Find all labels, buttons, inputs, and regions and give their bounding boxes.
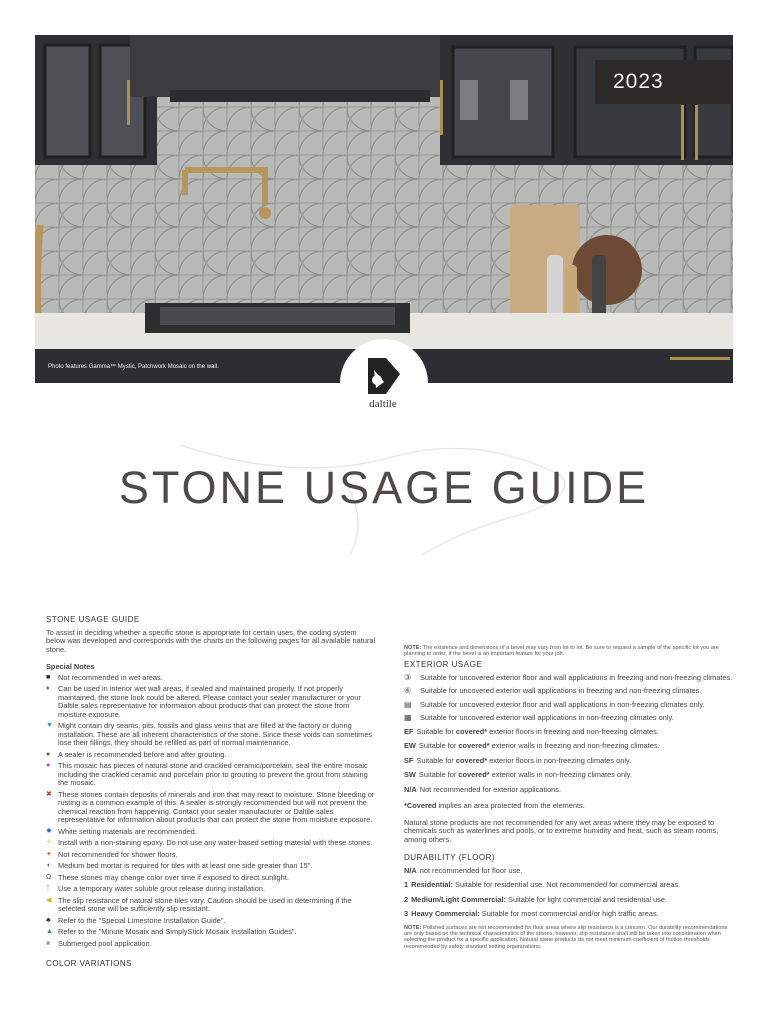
exterior-symbol-icon: ④ xyxy=(404,686,412,696)
exterior-symbols-list xyxy=(404,674,734,723)
durability-label: Residential: xyxy=(411,880,454,890)
durability-row xyxy=(404,867,734,876)
durability-text: Suitable for most commercial and/or high traffic areas. xyxy=(479,909,659,919)
note-text: Install with a non-staining epoxy. Do not use any water-based setting material with these stones. xyxy=(58,838,373,847)
logo-text: daltile xyxy=(369,398,397,410)
exterior-symbol-text: Suitable for uncovered exterior wall applications in non-freezing climates only. xyxy=(420,713,674,723)
durability-code: 3 xyxy=(404,909,409,919)
special-note-row xyxy=(46,762,376,788)
exterior-code-row xyxy=(404,742,734,751)
durability-row xyxy=(404,910,734,919)
durability-code: 2 xyxy=(404,894,409,904)
polished-note-text: Polished surfaces are not recommended for floor areas where slip resistance is a concern. Our durability recommendations are only based on the technical characteristics of the stones, however, slip resistance shall still be taken into consideration when selecting the product for a specific application. Natural stone products do not meet minimum coefficient of friction thresholds recommended by safety standard setting organizations. xyxy=(404,924,728,950)
special-note-row xyxy=(46,791,376,825)
note-symbol-icon: ♦ xyxy=(46,685,50,692)
note-symbol-icon: ● xyxy=(46,750,51,758)
durability-text: Suitable for light commercial and residential use. xyxy=(505,894,668,904)
year-text: 2023 xyxy=(613,70,664,93)
intro-paragraph: To assist in deciding whether a specific stone is appropriate for certain uses, the coding system below was developed and corresponds with the charts on the following pages for all available natural stone. xyxy=(46,627,376,654)
polished-note-label: NOTE: xyxy=(404,924,422,931)
exterior-code-pre: Suitable for xyxy=(418,770,459,780)
exterior-code: SF xyxy=(404,755,414,765)
covered-text: implies an area protected from the elements. xyxy=(436,801,585,811)
durability-text: not recommended for floor use. xyxy=(419,865,523,875)
note-text: This mosaic has pieces of natural stone and crackled ceramic/porcelain, seal the entire mosaic including the crackled ceramic and porcelain prior to grouting to prevent the grout from staining the mosaic. xyxy=(58,761,368,787)
note-symbol-icon: ⨳ xyxy=(46,939,51,947)
durability-label: Heavy Commercial: xyxy=(411,909,480,919)
durability-text: Suitable for residential use. Not recommended for commercial areas. xyxy=(453,880,681,890)
exterior-symbol-row xyxy=(404,701,734,710)
color-variations-heading: COLOR VARIATIONS xyxy=(46,959,132,968)
exterior-code-post: exterior floors in non-freezing climates only. xyxy=(487,755,632,765)
note-symbol-icon: ♣ xyxy=(46,916,51,924)
note-text: Refer to the "Minute Mosaix and SimplyStick Mosaix Installation Guides". xyxy=(58,927,297,936)
special-note-row xyxy=(46,839,376,848)
note-symbol-icon: ✦ xyxy=(46,850,52,858)
exterior-symbol-row xyxy=(404,687,734,696)
exterior-code: EW xyxy=(404,741,416,751)
exterior-code: SW xyxy=(404,770,416,780)
exterior-code-pre: Suitable for xyxy=(416,755,456,765)
note-text: These stones contain deposits of minerals and iron that may react to moisture. Stone bleeding or rusting is a common example of this. A sealer is strongly recommended but will not prevent the chemical reaction from happening. Contact your sealer manufacturer or Daltile sales representative for information about products that can protect the stone from moisture exposure. xyxy=(58,789,375,824)
exterior-symbol-text: Suitable for uncovered exterior floor and wall applications in non-freezing climates only. xyxy=(420,699,705,709)
stone-usage-heading: STONE USAGE GUIDE xyxy=(46,615,140,624)
special-notes-list xyxy=(46,674,376,949)
special-notes-heading: Special Notes xyxy=(46,662,95,671)
exterior-code-bold: covered* xyxy=(455,755,488,765)
special-note-row xyxy=(46,928,376,937)
special-note-row xyxy=(46,874,376,883)
exterior-symbol-icon: ▤ xyxy=(404,699,412,709)
note-text: Submerged pool application. xyxy=(58,938,152,948)
note-symbol-icon: ▼ xyxy=(46,722,53,729)
note-symbol-icon: ✖ xyxy=(46,790,52,798)
exterior-symbol-row xyxy=(404,674,734,683)
note-text: The slip resistance of natural stone tiles vary. Caution should be used in determining if the selected stone will be sufficiently slip resistant. xyxy=(58,895,352,913)
exterior-code-post: exterior walls in non-freezing climates only. xyxy=(489,770,632,780)
note-symbol-icon: ■ xyxy=(46,673,51,681)
bevel-note-text: The existence and dimensions of a bevel may vary from lot to lot. Be sure to request a sample of the specific lot you are planning to order, if the bevel is an important feature for your job. xyxy=(404,645,719,658)
note-text: A sealer is recommended before and after grouting. xyxy=(58,749,227,759)
exterior-symbol-text: Suitable for uncovered exterior wall applications in freezing and non-freezing climates. xyxy=(420,686,702,696)
year-badge xyxy=(595,60,733,104)
special-note-row xyxy=(46,828,376,837)
exterior-code-bold: covered* xyxy=(458,741,490,751)
exterior-code-pre: Suitable for xyxy=(416,726,456,736)
special-note-row xyxy=(46,862,376,871)
exterior-code-row xyxy=(404,728,734,737)
note-symbol-icon: ● xyxy=(46,762,51,769)
note-text: Refer to the "Special Limestone Installation Guide". xyxy=(58,915,226,925)
note-symbol-icon: † xyxy=(46,885,50,892)
note-text: Not recommended in wet areas. xyxy=(58,672,163,682)
note-symbol-icon: ✧ xyxy=(46,839,52,846)
special-note-row xyxy=(46,917,376,926)
note-symbol-icon: Ω xyxy=(46,873,52,881)
exterior-symbol-icon: ▦ xyxy=(404,713,412,723)
exterior-code-bold: covered* xyxy=(458,770,490,780)
exterior-code: EF xyxy=(404,726,414,736)
durability-label: Medium/Light Commercial: xyxy=(411,894,506,904)
exterior-code-row xyxy=(404,771,734,780)
note-symbol-icon: ◀ xyxy=(46,896,52,904)
left-column xyxy=(46,616,376,973)
special-note-row xyxy=(46,897,376,914)
note-text: Medium bed mortar is required for tiles with at least one side greater than 15". xyxy=(58,861,313,870)
special-note-row xyxy=(46,751,376,760)
polished-note xyxy=(404,925,734,950)
note-symbol-icon: ◖ xyxy=(46,862,51,869)
exterior-usage-heading: EXTERIOR USAGE xyxy=(404,660,483,670)
special-note-row xyxy=(46,722,376,748)
special-note-row xyxy=(46,674,376,683)
exterior-code-row xyxy=(404,786,734,795)
wet-areas-paragraph: Natural stone products are not recommended for any wet areas where they may be exposed to chemicals such as waterlines and pools, or to extreme humidity and heat, such as steam rooms, among others. xyxy=(404,817,719,844)
special-note-row xyxy=(46,885,376,894)
durability-heading: DURABILITY (FLOOR) xyxy=(404,853,496,863)
note-symbol-icon: ▲ xyxy=(46,928,53,935)
exterior-codes-list xyxy=(404,728,734,795)
exterior-code-pre: Suitable for xyxy=(418,741,459,751)
bevel-note xyxy=(404,645,734,657)
note-text: Not recommended for shower floors. xyxy=(58,849,178,859)
exterior-code-post: exterior floors in freezing and non-freezing climates. xyxy=(487,726,659,736)
durability-list xyxy=(404,867,734,919)
photo-caption: Photo features Gamma™ Mystic, Patchwork Mosaic on the wall. xyxy=(48,364,219,370)
exterior-symbol-row xyxy=(404,714,734,723)
right-column xyxy=(404,645,734,950)
special-note-row xyxy=(46,940,376,949)
special-note-row xyxy=(46,851,376,860)
covered-note xyxy=(404,802,734,811)
note-text: These stones may change color over time if exposed to direct sunlight. xyxy=(58,872,289,882)
exterior-symbol-icon: ③ xyxy=(404,672,412,682)
bevel-note-label: NOTE: xyxy=(404,645,422,651)
note-text: Might contain dry seams, pits, fossils and glass veins that are filled at the factory or during installation. These are all inherent characteristics of the stone. Since these voids can sometimes lose their fillings, they should be refilled as part of normal maintenance. xyxy=(58,721,373,747)
durability-code: 1 xyxy=(404,880,409,890)
special-note-row xyxy=(46,685,376,719)
note-text: Use a temporary water soluble grout release during installation. xyxy=(58,884,266,893)
exterior-code-row xyxy=(404,757,734,766)
exterior-code-bold: covered* xyxy=(455,726,488,736)
page-title: STONE USAGE GUIDE xyxy=(118,462,650,513)
daltile-logo-icon xyxy=(364,356,404,396)
note-text: White setting materials are recommended. xyxy=(58,826,197,836)
covered-label: *Covered xyxy=(404,801,437,811)
exterior-symbol-text: Suitable for uncovered exterior floor and wall applications in freezing and non-freezing climates. xyxy=(420,672,733,682)
durability-row xyxy=(404,896,734,905)
note-symbol-icon: ✹ xyxy=(46,827,52,835)
exterior-code-post: exterior walls in freezing and non-freezing climates. xyxy=(489,741,660,751)
exterior-code: N/A xyxy=(404,784,417,794)
note-text: Can be used in interior wet wall areas, if sealed and maintained properly. If not properly maintained, the stone look could be altered. Please contact your sealer manufacturer or your Daltile sales representative for information about products that can protect the stone from moisture exposure. xyxy=(58,684,361,719)
durability-code: N/A xyxy=(404,865,417,875)
durability-row xyxy=(404,881,734,890)
exterior-code-pre: Not recommended for exterior applications. xyxy=(419,784,562,794)
